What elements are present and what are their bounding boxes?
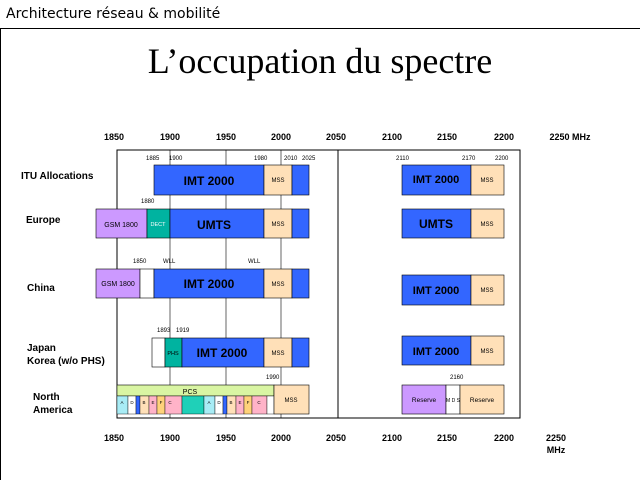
band-label: E — [151, 400, 155, 405]
band-label: MSS — [284, 398, 298, 404]
pcs-block-e — [149, 396, 157, 414]
band-label: Reserve — [469, 397, 495, 404]
freq-mark: WLL — [163, 259, 176, 265]
pcs-block-d — [128, 396, 136, 414]
bottom-tick-1900: 1900 — [159, 433, 181, 443]
freq-mark: 2160 — [450, 375, 464, 381]
top-tick-2100: 2100 — [381, 132, 403, 142]
pcs-block-b — [140, 396, 149, 414]
top-tick-1950: 1950 — [215, 132, 237, 142]
freq-mark: 2010 — [284, 156, 298, 162]
pcs-block-unlicensed — [182, 396, 204, 414]
band-label: IMT 2000 — [196, 346, 248, 360]
bottom-unit: MHz — [546, 445, 566, 455]
band-label: MSS — [271, 178, 285, 184]
band-imt2000-ext — [292, 338, 309, 367]
band-label: MSS — [480, 178, 494, 184]
bottom-tick-2150: 2150 — [436, 433, 458, 443]
region-korea: Korea (w/o PHS) — [27, 356, 105, 367]
band-label: B — [142, 400, 146, 405]
page-title: L’occupation du spectre — [147, 41, 493, 81]
band-label: MSS — [480, 222, 494, 228]
band-label: C — [168, 400, 172, 405]
band-label: PCS — [182, 389, 198, 396]
region-north: North — [33, 392, 60, 403]
band-label: IMT 2000 — [412, 346, 460, 358]
band-label: PHS — [167, 351, 179, 357]
freq-mark: 1919 — [176, 328, 190, 334]
freq-mark: 2200 — [495, 156, 509, 162]
pcs-block-e — [236, 396, 244, 414]
pcs-block-gap — [267, 396, 274, 414]
band-label: MSS — [271, 222, 285, 228]
top-tick-2000: 2000 — [270, 132, 292, 142]
band-label: MSS — [271, 351, 285, 357]
freq-mark: 2110 — [396, 156, 409, 162]
header-title: Architecture réseau & mobilité — [6, 6, 221, 22]
freq-mark: 1880 — [141, 199, 155, 205]
band-label: M D S — [446, 398, 460, 404]
band-label: B — [229, 400, 233, 405]
band-label: E — [238, 400, 242, 405]
band-imt2000-ext — [292, 165, 309, 195]
bottom-tick-1950: 1950 — [215, 433, 237, 443]
top-tick-2050: 2050 — [325, 132, 347, 142]
pcs-guard — [136, 396, 140, 414]
band-umts-ext — [292, 209, 309, 238]
bottom-tick-2050: 2050 — [325, 433, 347, 443]
freq-mark: 2170 — [462, 156, 476, 162]
pcs-block-b — [227, 396, 236, 414]
pcs-block-d — [215, 396, 223, 414]
top-tick-1850: 1850 — [103, 132, 125, 142]
band-label: A — [120, 400, 124, 405]
band-label: IMT 2000 — [412, 174, 460, 186]
band-label: IMT 2000 — [412, 285, 460, 297]
freq-mark: 1990 — [266, 375, 280, 381]
freq-mark: 1900 — [169, 156, 183, 162]
freq-mark: WLL — [248, 259, 261, 265]
bottom-tick-1850: 1850 — [103, 433, 125, 443]
region-europe: Europe — [26, 215, 61, 226]
band-label: MSS — [271, 282, 285, 288]
band-label: GSM 1800 — [104, 222, 138, 229]
pcs-block-f — [244, 396, 252, 414]
top-tick-2150: 2150 — [436, 132, 458, 142]
top-tick-2200: 2200 — [493, 132, 515, 142]
freq-mark: 1980 — [254, 156, 268, 162]
band-gap — [140, 269, 154, 298]
pcs-guard — [223, 396, 227, 414]
top-tick-2250: 2250 MHz — [549, 132, 591, 142]
band-label: C — [257, 400, 261, 405]
band-label: DECT — [150, 222, 166, 228]
pcs-block-a — [117, 396, 128, 414]
band-label: A — [207, 400, 211, 405]
bottom-tick-2100: 2100 — [381, 433, 403, 443]
bottom-tick-2250: 2250 — [545, 433, 567, 443]
freq-mark: 1850 — [133, 259, 147, 265]
band-label: F — [159, 400, 163, 405]
band-label: Reserve — [411, 397, 437, 404]
band-label: D — [130, 400, 134, 405]
band-label: IMT 2000 — [183, 174, 235, 188]
band-label: F — [246, 400, 250, 405]
pcs-block-f — [157, 396, 165, 414]
band-imt2000-ext — [292, 269, 309, 298]
band-label: D — [217, 400, 221, 405]
top-tick-1900: 1900 — [159, 132, 181, 142]
band-label: UMTS — [197, 218, 231, 232]
region-america: America — [33, 405, 73, 416]
region-japan: Japan — [27, 343, 56, 354]
freq-mark: 2025 — [302, 156, 316, 162]
freq-mark: 1885 — [146, 156, 160, 162]
bottom-tick-2200: 2200 — [493, 433, 515, 443]
pcs-block-a — [204, 396, 215, 414]
bottom-tick-2000: 2000 — [270, 433, 292, 443]
region-china: China — [27, 283, 55, 294]
pcs-block-c — [165, 396, 182, 414]
band-label: UMTS — [419, 217, 453, 231]
band-label: IMT 2000 — [183, 277, 235, 291]
region-itu: ITU Allocations — [21, 171, 94, 182]
freq-mark: 1893 — [157, 328, 171, 334]
band-gap — [152, 338, 165, 367]
pcs-block-c — [252, 396, 267, 414]
band-label: GSM 1800 — [101, 281, 135, 288]
band-label: MSS — [480, 288, 494, 294]
band-label: MSS — [480, 349, 494, 355]
